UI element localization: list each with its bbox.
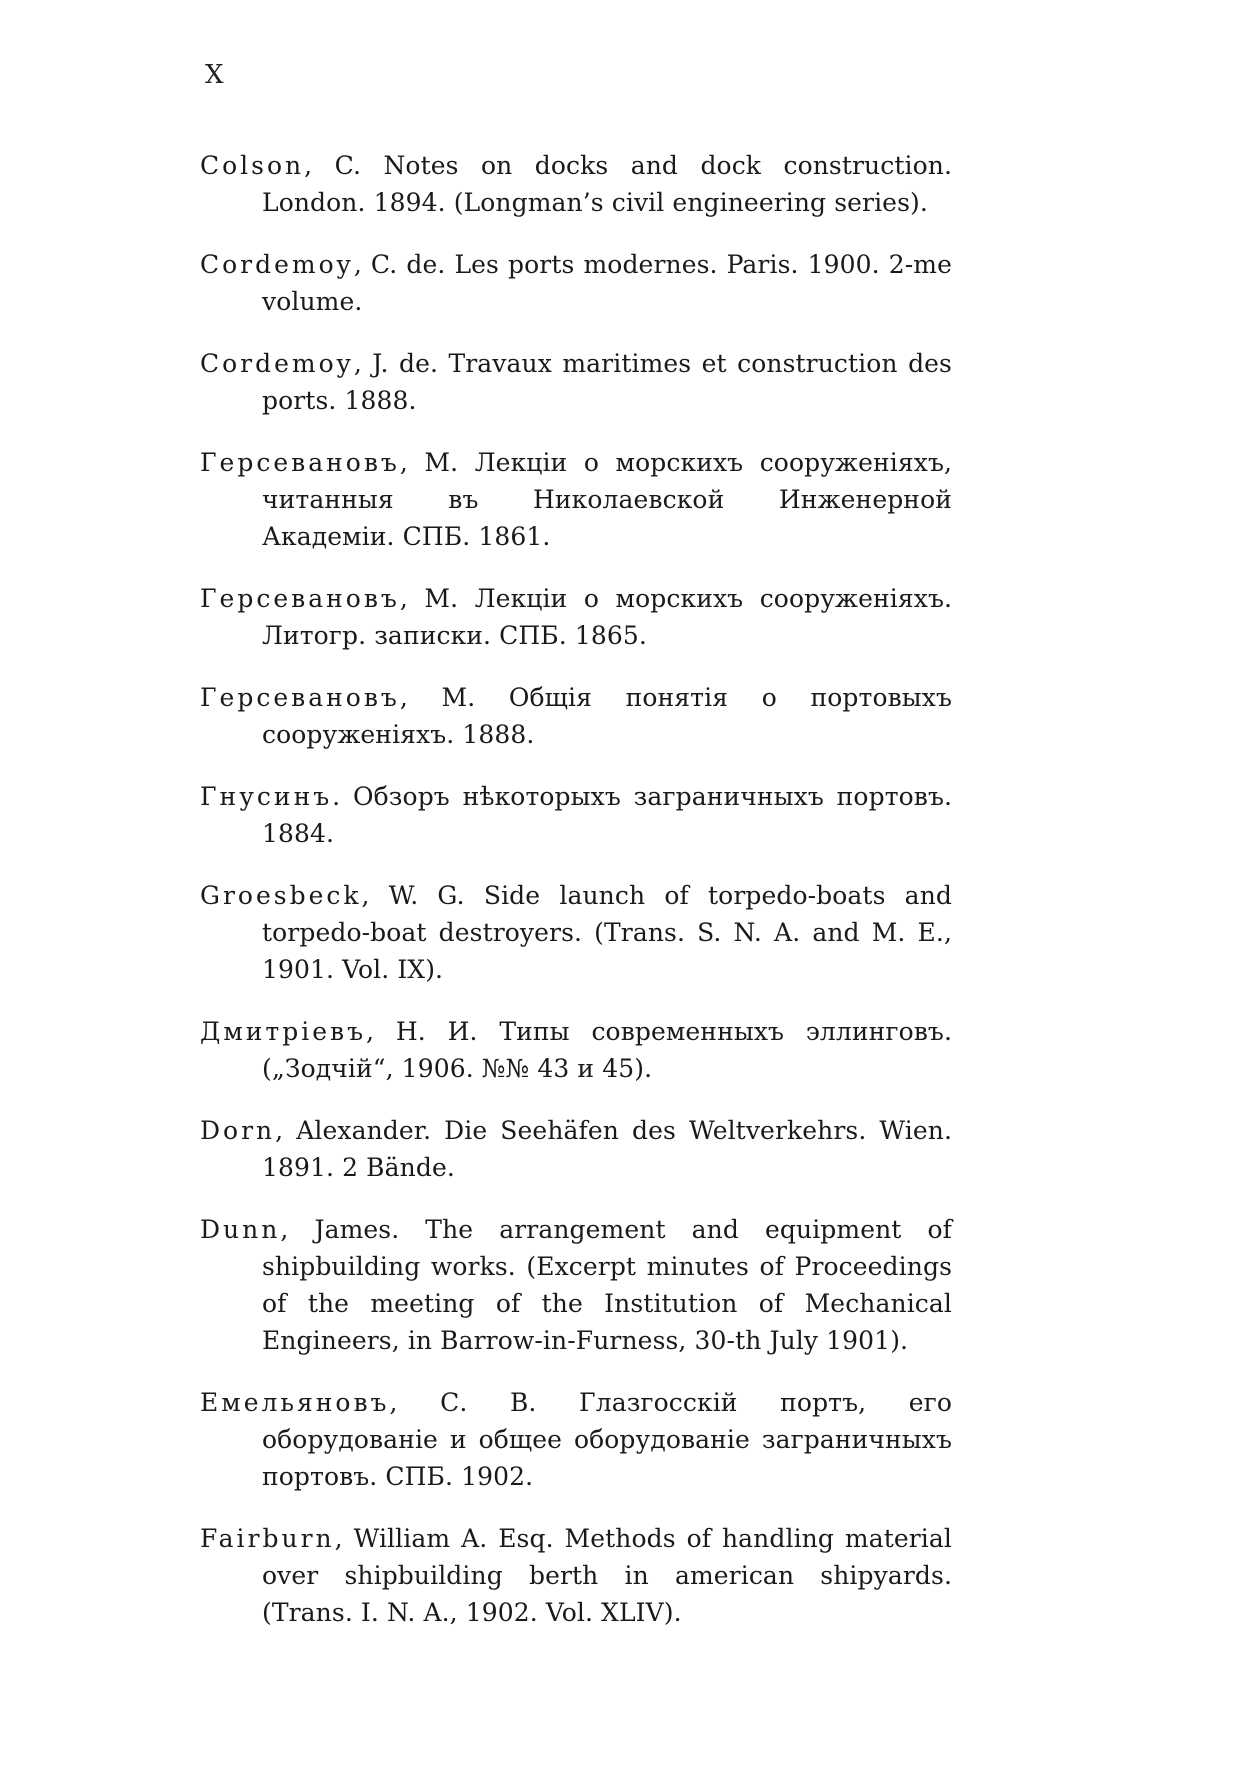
entry-details: , С. В. Глазгосскій портъ, его оборудованіе и общее оборудованіе заграничныхъ портовъ. СПБ. 1902.: [262, 1388, 952, 1491]
entry-details: , C. Notes on docks and dock construction. London. 1894. (Longman’s civil engineering series).: [262, 151, 952, 217]
bibliography-entry: [200, 679, 952, 753]
entry-author: Герсевановъ: [200, 683, 400, 712]
entry-details: , Н. И. Типы современныхъ эллинговъ. („Зодчій“, 1906. №№ 43 и 45).: [262, 1017, 952, 1083]
bibliography-entry: [200, 147, 952, 221]
entry-details: , М. Лекціи о морскихъ сооруженіяхъ, читанныя въ Николаевской Инженерной Академіи. СПБ. 1861.: [262, 448, 952, 551]
bibliography-entry: [200, 778, 952, 852]
entry-details: , М. Общія понятія о портовыхъ сооруженіяхъ. 1888.: [262, 683, 952, 749]
entry-author: Dunn: [200, 1215, 281, 1244]
entry-author: Герсевановъ: [200, 584, 400, 613]
entry-details: , М. Лекціи о морскихъ сооруженіяхъ. Литогр. записки. СПБ. 1865.: [262, 584, 952, 650]
entry-details: , James. The arrangement and equipment of shipbuilding works. (Excerpt minutes of Proceedings of the meeting of the Institution of Mechanical Engineers, in Barrow-in-Furness, 30-th July 1901).: [262, 1215, 952, 1355]
entry-details: . Обзоръ нѣкоторыхъ заграничныхъ портовъ. 1884.: [262, 782, 952, 848]
entry-author: Cordemoy: [200, 250, 354, 279]
bibliography-entry: [200, 1013, 952, 1087]
bibliography-entry: [200, 1384, 952, 1495]
bibliography-entry: [200, 444, 952, 555]
entry-author: Дмитріевъ: [200, 1017, 367, 1046]
entry-author: Cordemoy: [200, 349, 354, 378]
entry-details: , C. de. Les ports modernes. Paris. 1900. 2-me volume.: [262, 250, 952, 316]
entry-author: Groesbeck: [200, 881, 362, 910]
entry-author: Емельяновъ: [200, 1388, 390, 1417]
entry-author: Гнусинъ: [200, 782, 333, 811]
bibliography-entry: [200, 877, 952, 988]
entry-author: Fairburn: [200, 1524, 335, 1553]
bibliography-entry: [200, 1211, 952, 1359]
entry-details: , Alexander. Die Seehäfen des Weltverkehrs. Wien. 1891. 2 Bände.: [262, 1116, 952, 1182]
bibliography-list: [200, 122, 952, 1638]
bibliography-entry: [200, 1112, 952, 1186]
entry-author: Dorn: [200, 1116, 276, 1145]
bibliography-entry: [200, 246, 952, 320]
entry-author: Colson: [200, 151, 305, 180]
bibliography-entry: [200, 1520, 952, 1631]
entry-details: , W. G. Side launch of torpedo-boats and torpedo-boat destroyers. (Trans. S. N. A. and M. E., 1901. Vol. IX).: [262, 881, 952, 984]
bibliography-entry: [200, 345, 952, 419]
entry-details: , William A. Esq. Methods of handling material over shipbuilding berth in american shipyards. (Trans. I. N. A., 1902. Vol. XLIV).: [262, 1524, 952, 1627]
entry-details: , J. de. Travaux maritimes et construction des ports. 1888.: [262, 349, 952, 415]
page-number: X: [205, 60, 224, 90]
entry-author: Герсевановъ: [200, 448, 400, 477]
bibliography-entry: [200, 580, 952, 654]
